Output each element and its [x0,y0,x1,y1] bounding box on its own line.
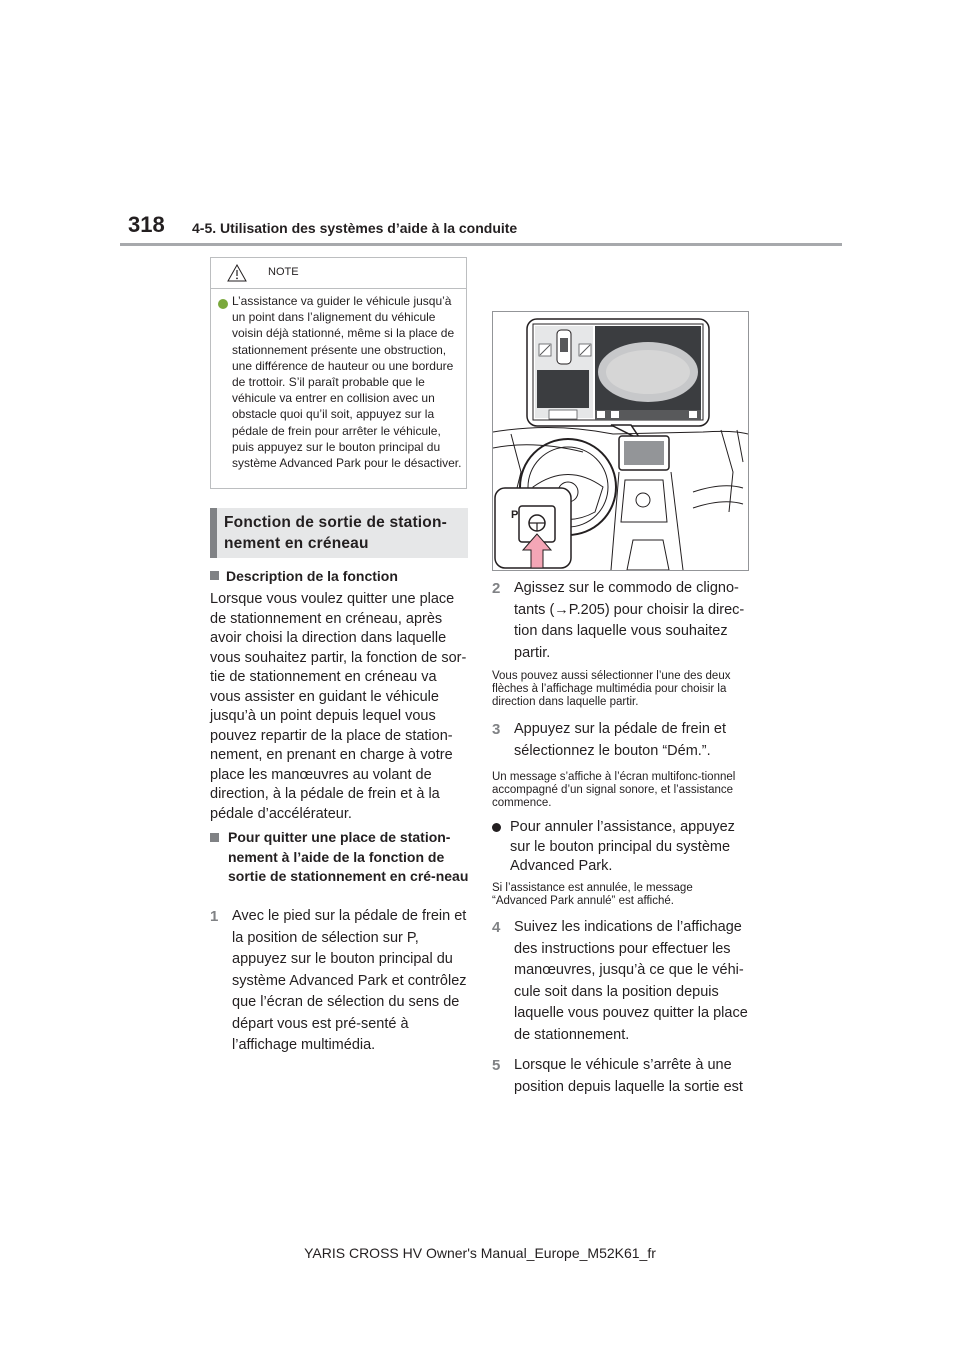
step-number: 3 [492,721,501,738]
note-bullet-icon [218,299,228,309]
step-3 [492,719,754,762]
procedure-title: Pour quitter une place de station-nement à l’aide de la fonction de sortie de stationnement en cré-neau [210,828,472,887]
step-5 [492,1055,754,1098]
page-number: 318 [128,212,165,237]
section-heading-line-2: nement en créneau [224,535,369,552]
warning-icon [227,264,247,282]
step-number: 5 [492,1057,501,1074]
section-heading-line-1: Fonction de sortie de station- [224,514,448,531]
step-text: Lorsque le véhicule s’arrête à une position depuis laquelle la sortie est [514,1057,743,1095]
cancel-text: Pour annuler l’assistance, appuyez sur le bouton principal du système Advanced Park. [510,819,735,874]
page-footer: YARIS CROSS HV Owner's Manual_Europe_M52K61_fr [304,1245,656,1261]
heading-bar [210,508,217,558]
cancel-note: Si l’assistance est annulée, le message “Advanced Park annulé” est affiché. [492,882,693,907]
bullet-dot-icon [492,823,501,832]
p-button-letter: P [511,509,519,521]
note-label: NOTE [268,266,299,278]
step-text: Agissez sur le commodo de cligno-tants (→P.205) pour choisir la direc-tion dans laquelle vous souhaitez partir. [514,580,745,661]
step-2 [492,578,754,664]
description-body: Lorsque vous voulez quitter une place de stationnement en créneau, après avoir choisi la direction dans laquelle vous souhaitez partir, la fonction de sor-tie de stationnement en créneau va vous assister en guidant le véhicule jusqu’à un point depuis lequel vous pouvez repartir de la place de station-nement, en prenant en charge à votre place les manœuvres au volant de direction, à la pédale de frein et à la pédale d’accélérateur. [210,591,467,822]
description-title: Description de la fonction [210,567,470,587]
step-text: Appuyez sur la pédale de frein et sélectionnez le bouton “Dém.”. [514,721,726,759]
note-text: L’assistance va guider le véhicule jusqu’à un point dans l’alignement du véhicule voisin déjà stationné, même si la place de stationnement présente une obstruction, une différence de hauteur ou une bordure de trottoir. S’il paraît probable que le véhicule va entrer en collision avec un obstacle quoi qu’il soit, appuyez sur la pédale de frein pour arrêter le véhicule, puis appuyez sur le bouton principal du système Advanced Park pour le désactiver. [232,294,462,471]
step-1 [210,906,472,1057]
step-number: 4 [492,919,501,936]
step-number: 2 [492,580,501,597]
step-3-note: Un message s’affiche à l’écran multifonc-tionnel accompagné d’un signal sonore, et l’assistance commence. [492,771,736,809]
section-heading-band [210,508,468,558]
step-number: 1 [210,908,219,925]
note-header [211,258,466,289]
square-bullet-icon [210,833,219,842]
square-bullet-icon [210,571,219,580]
note-box [210,257,467,489]
header-rule [120,243,842,246]
step-2-note: Vous pouvez aussi sélectionner l’une des deux flèches à l’affichage multimédia pour choisir la direction dans laquelle partir. [492,670,731,708]
dashboard-drawing [493,312,748,570]
step-text: Avec le pied sur la pédale de frein et la position de sélection sur P, appuyez sur le bouton principal du système Advanced Park et contrôlez que l’écran de sélection du sens de départ vous est pré-senté à l’affichage multimédia. [232,908,467,1053]
section-title: 4-5. Utilisation des systèmes d’aide à la conduite [192,220,518,236]
cancel-bullet [492,818,748,877]
step-text: Suivez les indications de l’affichage des instructions pour effectuer les manœuvres, jusqu’à ce que le véhi-cule soit dans la position depuis laquelle vous pouvez quitter la place de stationnement. [514,919,748,1043]
step-4 [492,917,754,1046]
section-heading [224,512,447,554]
dashboard-illustration [492,311,749,571]
